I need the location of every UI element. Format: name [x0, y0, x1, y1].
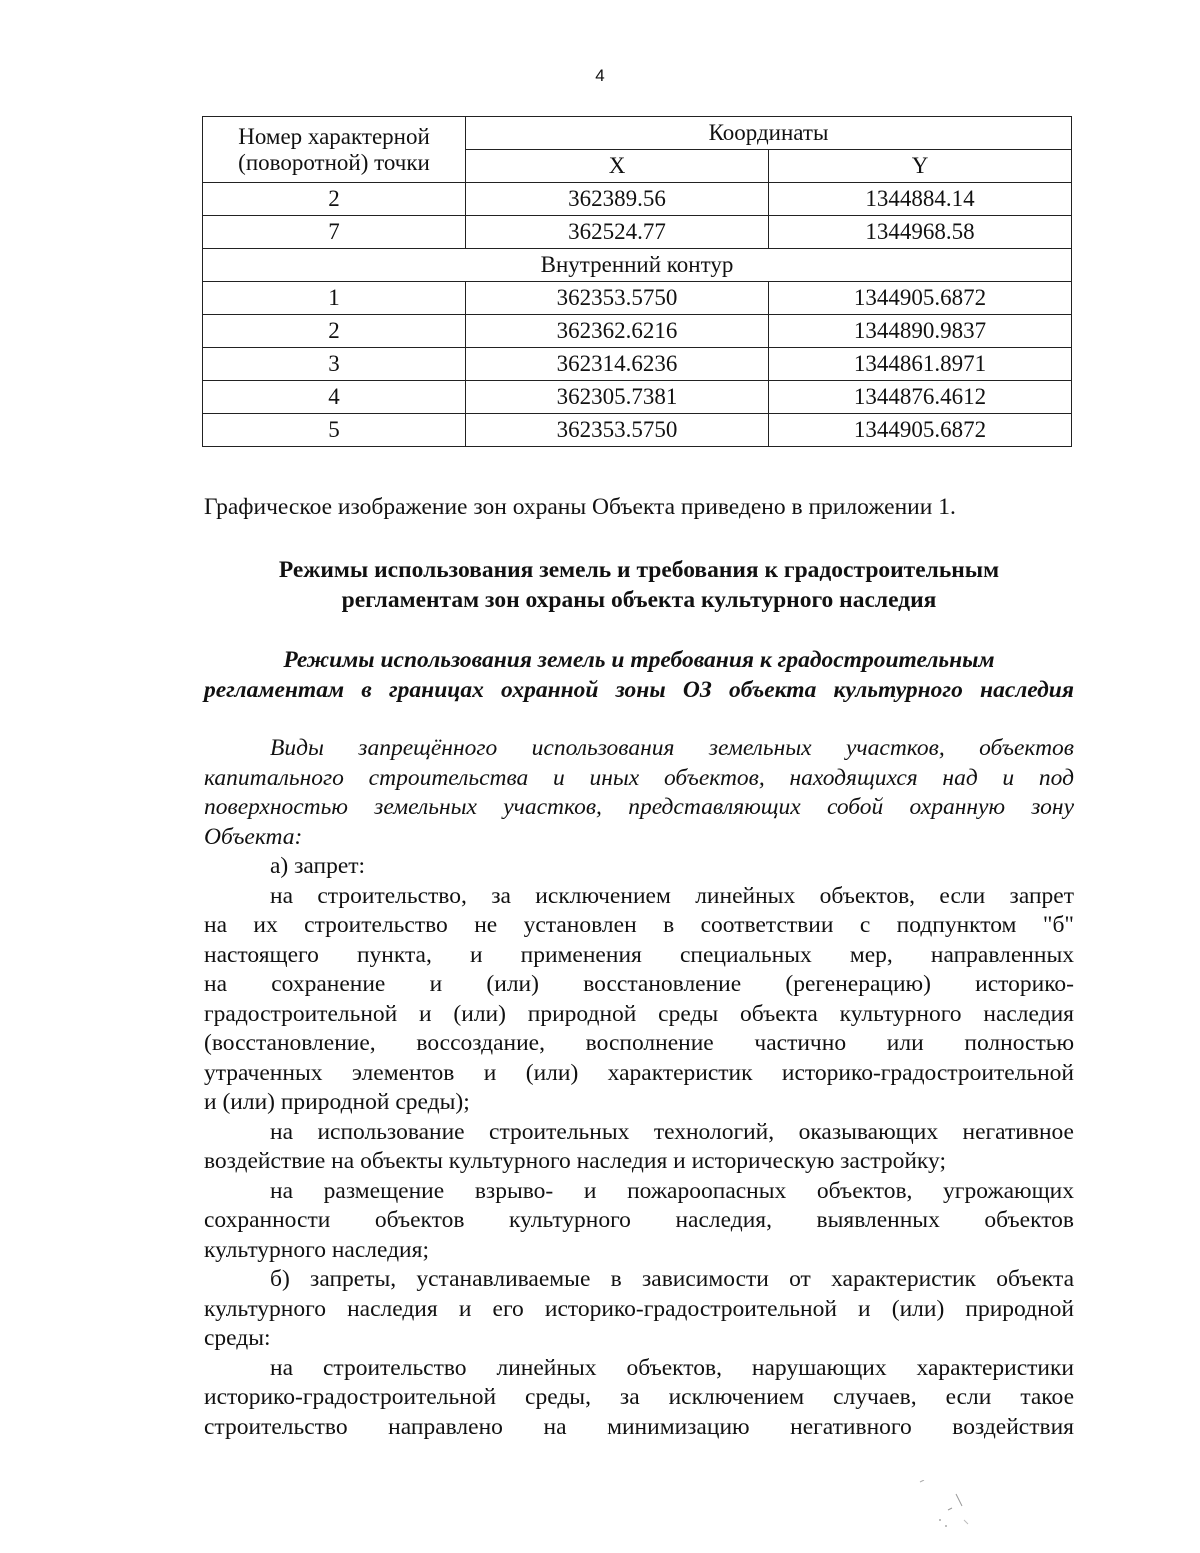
- table-row: [203, 381, 1072, 414]
- item-a: а) запрет:: [270, 853, 366, 879]
- para-line: на использование строительных технологий, оказывающих негативное: [270, 1118, 1074, 1145]
- para-line: на размещение взрыво- и пожароопасных объектов, угрожающих: [270, 1177, 1074, 1204]
- cell-x: 362305.7381: [466, 381, 769, 414]
- stamp-mark-icon: [918, 1480, 978, 1540]
- section-heading-line-1: Режимы использования земель и требования к градостроительным: [278, 557, 1000, 583]
- coordinates-table: [202, 116, 1072, 447]
- cell-point: 2: [203, 183, 466, 216]
- intro-line: Виды запрещённого использования земельных участков, объектов: [270, 735, 1074, 761]
- subsection-heading-line-2: регламентам в границах охранной зоны ОЗ объекта культурного наследия: [204, 677, 1074, 703]
- cell-y: 1344876.4612: [769, 381, 1072, 414]
- section-heading-line-2: регламентам зон охраны объекта культурного наследия: [341, 587, 937, 613]
- para-line: настоящего пункта, и применения специальных мер, направленных: [204, 941, 1074, 968]
- graphic-note: Графическое изображение зон охраны Объекта приведено в приложении 1.: [204, 494, 956, 520]
- item-b: [204, 1265, 1074, 1354]
- cell-x: 362353.5750: [466, 414, 769, 447]
- para-line: б) запреты, устанавливаемые в зависимости от характеристик объекта: [270, 1266, 1074, 1292]
- cell-y: 1344905.6872: [769, 414, 1072, 447]
- cell-x: 362353.5750: [466, 282, 769, 315]
- paragraph-3: [204, 1177, 1074, 1266]
- table-row: [203, 216, 1072, 249]
- intro-line: капитального строительства и иных объектов, находящихся над и под: [204, 764, 1074, 791]
- inner-contour-title: Внутренний контур: [203, 249, 1072, 282]
- header-point-number: [203, 117, 466, 183]
- table-row: [203, 315, 1072, 348]
- cell-x: 362314.6236: [466, 348, 769, 381]
- cell-y: 1344861.8971: [769, 348, 1072, 381]
- paragraph-4: [204, 1354, 1074, 1443]
- para-line: историко-градостроительной среды, за исключением случаев, если такое: [204, 1384, 1074, 1410]
- body-text: [204, 852, 1074, 1442]
- para-line: на строительство линейных объектов, нарушающих характеристики: [270, 1354, 1074, 1381]
- para-line: утраченных элементов и (или) характеристик историко-градостроительной: [204, 1059, 1074, 1086]
- cell-point: 3: [203, 348, 466, 381]
- para-line: культурного наследия и его историко-градостроительной и (или) природной: [204, 1295, 1074, 1322]
- subsection-heading: [204, 645, 1074, 705]
- page-number: 4: [595, 66, 605, 85]
- header-y: Y: [769, 150, 1072, 183]
- intro-paragraph: [204, 734, 1074, 852]
- table-row: [203, 348, 1072, 381]
- para-line: воздействие на объекты культурного наследия и историческую застройку;: [204, 1148, 946, 1174]
- header-x: X: [466, 150, 769, 183]
- cell-x: 362524.77: [466, 216, 769, 249]
- paragraph-1: [204, 882, 1074, 1118]
- table-row: [203, 282, 1072, 315]
- cell-point: 4: [203, 381, 466, 414]
- header-point-line-2: (поворотной) точки: [238, 149, 430, 175]
- intro-line: Объекта:: [204, 823, 303, 850]
- cell-y: 1344905.6872: [769, 282, 1072, 315]
- cell-point: 5: [203, 414, 466, 447]
- para-line: на строительство, за исключением линейных объектов, если запрет: [270, 882, 1074, 909]
- para-line: на сохранение и (или) восстановление (регенерацию) историко-: [204, 971, 1074, 997]
- cell-x: 362362.6216: [466, 315, 769, 348]
- cell-y: 1344890.9837: [769, 315, 1072, 348]
- para-line: среды:: [204, 1325, 271, 1351]
- subsection-heading-line-1: Режимы использования земель и требования к градостроительным: [283, 647, 995, 673]
- intro-line: поверхностью земельных участков, представляющих собой охранную зону: [204, 794, 1074, 820]
- cell-point: 7: [203, 216, 466, 249]
- table-row: [203, 183, 1072, 216]
- section-heading: [204, 555, 1074, 615]
- paragraph-2: [204, 1118, 1074, 1177]
- para-line: на их строительство не установлен в соответствии с подпунктом "б": [204, 912, 1074, 938]
- header-coordinates: Координаты: [466, 117, 1072, 150]
- para-line: строительство направлено на минимизацию негативного воздействия: [204, 1413, 1074, 1440]
- cell-point: 2: [203, 315, 466, 348]
- cell-point: 1: [203, 282, 466, 315]
- table-header-row: [203, 117, 1072, 150]
- para-line: (восстановление, воссоздание, восполнение частично или полностью: [204, 1030, 1074, 1056]
- cell-y: 1344968.58: [769, 216, 1072, 249]
- para-line: сохранности объектов культурного наследия, выявленных объектов: [204, 1207, 1074, 1233]
- cell-x: 362389.56: [466, 183, 769, 216]
- para-line: культурного наследия;: [204, 1236, 429, 1263]
- header-point-line-1: Номер характерной: [238, 124, 430, 150]
- para-line: и (или) природной среды);: [204, 1089, 470, 1115]
- table-row: [203, 414, 1072, 447]
- table-section-row: [203, 249, 1072, 282]
- cell-y: 1344884.14: [769, 183, 1072, 216]
- para-line: градостроительной и (или) природной среды объекта культурного наследия: [204, 1000, 1074, 1027]
